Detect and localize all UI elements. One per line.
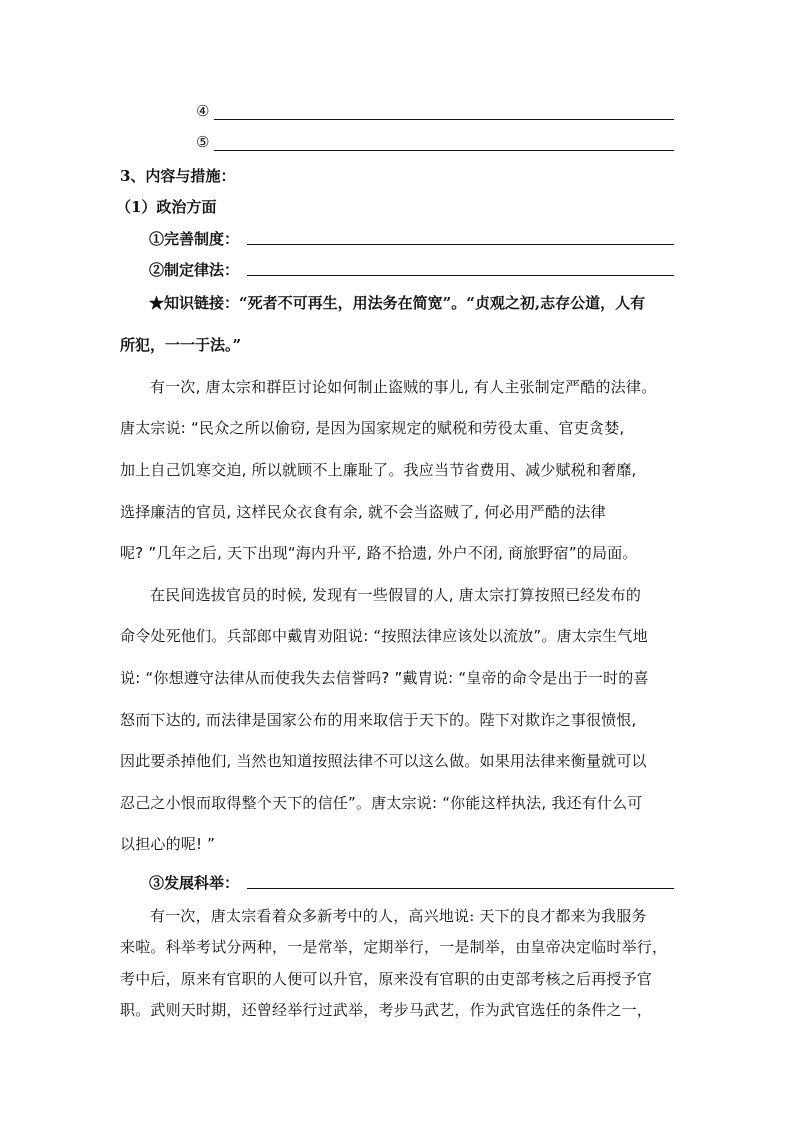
item-1-label: ①完善制度： [149, 230, 240, 248]
story-3-line: 考中后，原来有官职的人便可以升官，原来没有官职的由吏部考核之后再授予官 [120, 970, 653, 988]
story-2-line: 命令处死他们。兵部郎中戴胄劝阻说: “按照法律应该处以流放”。唐太宗生气地 [120, 627, 648, 645]
story-1-line: 呢? ”几年之后, 天下出现“海内升平, 路不拾遗, 外户不闭, 商旅野宿”的局面。 [120, 544, 638, 562]
story-2-line: 因此要杀掉他们, 当然也知道按照法律不可以这么做。如果用法律来衡量就可以 [120, 752, 647, 770]
story-2-line: 以担心的呢! ” [120, 835, 216, 853]
story-1-line: 唐太宗说: “民众之所以偷窃, 是因为国家规定的赋税和劳役太重、官吏贪婪, [120, 419, 625, 437]
item-2-blank-line [247, 275, 674, 276]
subsection-politics: （1）政治方面 [116, 198, 217, 216]
story-2-line: 忍己之小恨而取得整个天下的信任”。唐太宗说: “你能这样执法, 我还有什么可 [120, 794, 643, 812]
item-3-label: ③发展科举： [149, 874, 240, 892]
item-5-marker: ⑤ [196, 133, 210, 151]
item-4-blank-line [214, 119, 674, 120]
item-3-blank-line [247, 888, 674, 889]
story-2-line: 说: “你想遵守法律从而使我失去信誉吗? ”戴胄说: “皇帝的命令是出于一时的喜 [120, 669, 649, 687]
section-3-heading: 3、内容与措施： [120, 167, 236, 185]
story-1-line: 加上自己饥寒交迫, 所以就顾不上廉耻了。我应当节省费用、减少赋税和奢靡, [120, 461, 637, 479]
knowledge-link-line-1: ★知识链接：“死者不可再生，用法务在简宽”。“贞观之初,志存公道，人有 [149, 294, 646, 312]
knowledge-link-line-2: 所犯，一一于法。” [120, 336, 242, 354]
item-5-blank-line [214, 150, 674, 151]
item-4-marker: ④ [196, 102, 210, 120]
item-2-label: ②制定律法： [149, 261, 240, 279]
item-1-blank-line [247, 244, 674, 245]
story-2-line: 怒而下达的, 而法律是国家公布的用来取信于天下的。陛下对欺诈之事很愤恨, [120, 711, 637, 729]
story-3-line: 来啦。科举考试分两种，一是常举，定期举行，一是制举，由皇帝决定临时举行， [120, 938, 668, 956]
story-3-line: 职。武则天时期，还曾经举行过武举，考步马武艺，作为武官选任的条件之一， [120, 1001, 653, 1019]
story-1-line: 选择廉洁的官员, 这样民众衣食有余, 就不会当盗贼了, 何必用严酷的法律 [120, 503, 606, 521]
story-2-line: 在民间选拔官员的时候, 发现有一些假冒的人, 唐太宗打算按照已经发布的 [150, 586, 642, 604]
story-1-line: 有一次, 唐太宗和群臣讨论如何制止盗贼的事儿, 有人主张制定严酷的法律。 [150, 378, 657, 396]
story-3-line: 有一次，唐太宗看着众多新考中的人，高兴地说: 天下的良才都来为我服务 [150, 907, 647, 925]
